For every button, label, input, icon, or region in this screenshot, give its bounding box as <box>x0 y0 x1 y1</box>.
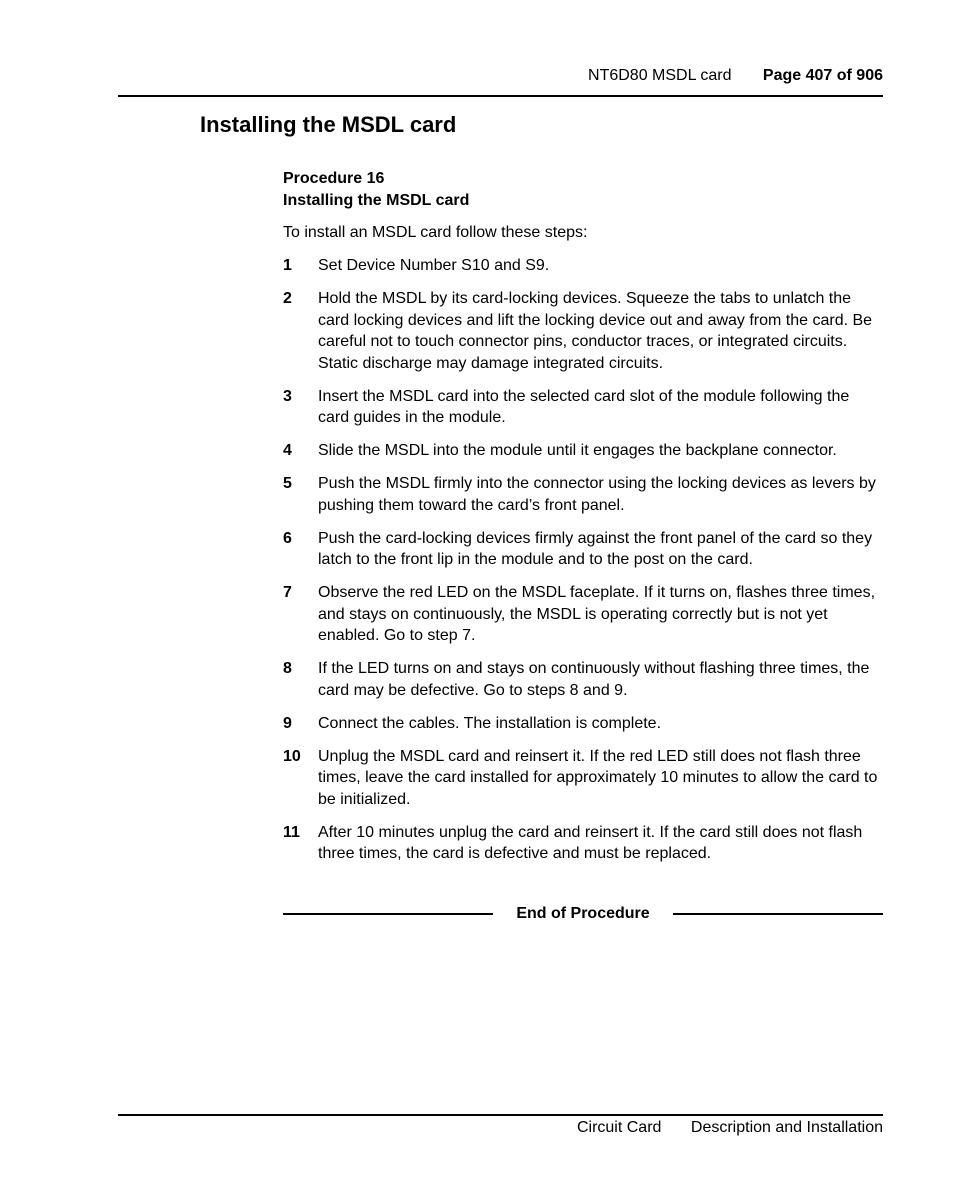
step-text: Slide the MSDL into the module until it engages the backplane connector. <box>318 442 837 459</box>
end-rule-left <box>283 913 493 915</box>
step-text: Unplug the MSDL card and reinsert it. If the red LED still does not flash three times, leave the card installed for approximately 10 minutes to allow the card to be initialized. <box>318 747 878 808</box>
procedure-number: Procedure 16 <box>283 170 385 187</box>
document-title: NT6D80 MSDL card <box>588 67 732 84</box>
step-text: Push the MSDL firmly into the connector using the locking devices as levers by pushing them toward the card’s front panel. <box>318 475 876 514</box>
step-text: Insert the MSDL card into the selected card slot of the module following the card guides in the module. <box>318 387 850 426</box>
footer-book-title: Description and Installation <box>690 1119 883 1136</box>
step-item <box>283 473 883 516</box>
step-item <box>283 582 883 647</box>
step-text: Connect the cables. The installation is complete. <box>318 714 662 732</box>
step-number: 10 <box>283 747 301 765</box>
footer-rule <box>118 1114 883 1116</box>
end-rule-right <box>673 913 883 915</box>
procedure-intro: To install an MSDL card follow these steps: <box>283 224 588 241</box>
page-header <box>588 66 883 86</box>
page-footer <box>577 1118 883 1138</box>
step-text: Set Device Number S10 and S9. <box>318 257 550 274</box>
step-number: 8 <box>283 660 292 677</box>
step-item <box>283 288 883 374</box>
step-number: 9 <box>283 714 292 732</box>
procedure-block <box>283 168 883 865</box>
end-of-procedure <box>283 903 883 925</box>
step-item <box>283 386 883 429</box>
step-number: 1 <box>283 257 292 274</box>
header-rule <box>118 95 883 97</box>
step-number: 11 <box>283 823 300 841</box>
page-number: Page 407 of 906 <box>762 67 883 84</box>
step-number: 6 <box>283 529 292 547</box>
step-item <box>283 746 883 811</box>
step-item <box>283 822 883 865</box>
step-text: Push the card-locking devices firmly against the front panel of the card so they latch to the front lip in the module and to the post on the card. <box>318 529 873 568</box>
procedure-title: Installing the MSDL card <box>283 191 470 209</box>
step-item <box>283 713 883 735</box>
step-text: Observe the red LED on the MSDL faceplate. If it turns on, flashes three times, and stays on continuously, the MSDL is operating correctly but is not yet enabled. Go to step 7. <box>318 584 876 644</box>
step-number: 7 <box>283 584 292 601</box>
step-item <box>283 255 883 277</box>
step-number: 3 <box>283 387 292 405</box>
footer-section: Circuit Card <box>576 1119 662 1136</box>
step-text: Hold the MSDL by its card-locking devices. Squeeze the tabs to unlatch the card locking devices and lift the locking device out and away from the card. Be careful not to touch connector pins, conductor traces, or integrated circuits. Static discharge may damage integrated circuits. <box>318 290 873 372</box>
end-of-procedure-label: End of Procedure <box>516 905 650 922</box>
step-number: 5 <box>283 475 292 492</box>
step-text: After 10 minutes unplug the card and reinsert it. If the card still does not flash three times, the card is defective and must be replaced. <box>318 823 863 862</box>
step-text: If the LED turns on and stays on continuously without flashing three times, the card may be defective. Go to steps 8 and 9. <box>318 660 870 699</box>
step-number: 2 <box>283 290 292 307</box>
step-list <box>283 255 883 865</box>
step-number: 4 <box>283 442 292 459</box>
step-item <box>283 658 883 701</box>
section-title: Installing the MSDL card <box>200 112 457 137</box>
step-item <box>283 440 883 462</box>
step-item <box>283 528 883 571</box>
